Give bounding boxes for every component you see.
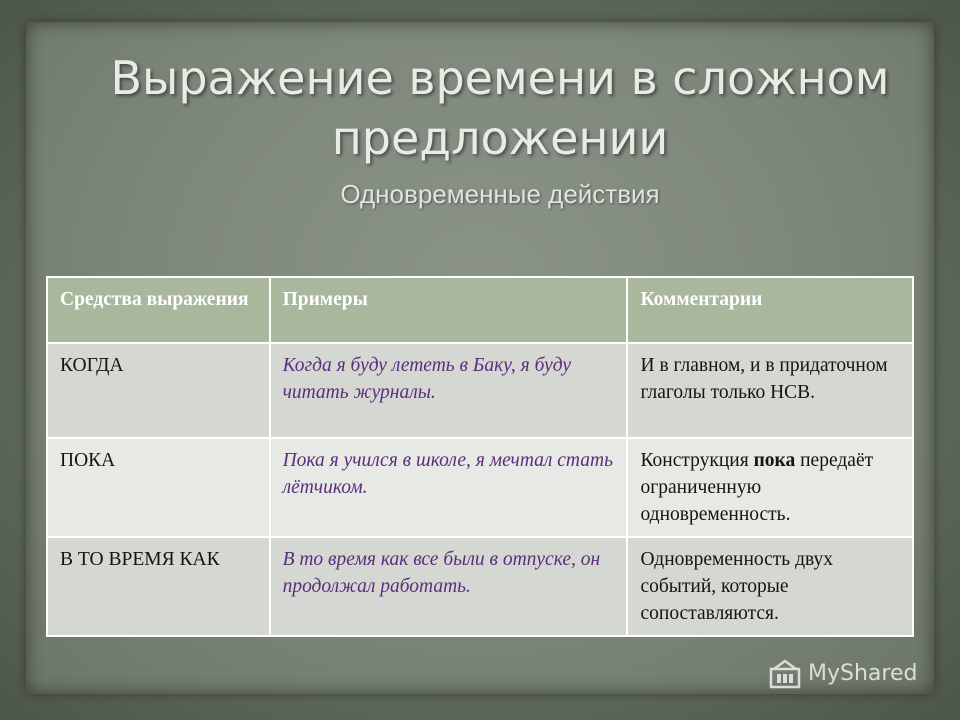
myshared-watermark: [768, 656, 917, 692]
cell-means: КОГДА: [47, 343, 270, 438]
cell-example: Когда я буду лететь в Баку, я буду читать журналы.: [270, 343, 628, 438]
cell-comment: Одновременность двух событий, которые сопоставляются.: [627, 537, 913, 636]
slide-title: [80, 48, 920, 168]
title-line-1: Выражение времени в сложном: [110, 51, 890, 105]
slide-subtitle: Одновременные действия: [340, 179, 660, 209]
myshared-logo-icon: [768, 657, 802, 691]
cell-comment: И в главном, и в придаточном глаголы только НСВ.: [627, 343, 913, 438]
header-means: Средства выражения: [47, 277, 270, 343]
cell-comment: [627, 438, 913, 537]
title-line-2: предложении: [331, 111, 669, 165]
table-row: [47, 438, 913, 537]
cell-means: В ТО ВРЕМЯ КАК: [47, 537, 270, 636]
table-row: [47, 537, 913, 636]
comment-text-start: Конструкция: [640, 450, 754, 471]
header-examples: Примеры: [270, 277, 628, 343]
time-expression-table: [46, 276, 914, 637]
header-comments: Комментарии: [627, 277, 913, 343]
table-header-row: [47, 277, 913, 343]
table-row: [47, 343, 913, 438]
cell-example: В то время как все были в отпуске, он продолжал работать.: [270, 537, 628, 636]
comment-text-end: передаёт ограниченную одновременность.: [640, 450, 874, 525]
cell-example: Пока я учился в школе, я мечтал стать лётчиком.: [270, 438, 628, 537]
comment-keyword: пока: [753, 450, 796, 471]
cell-means: ПОКА: [47, 438, 270, 537]
watermark-text: MyShared: [808, 661, 918, 686]
